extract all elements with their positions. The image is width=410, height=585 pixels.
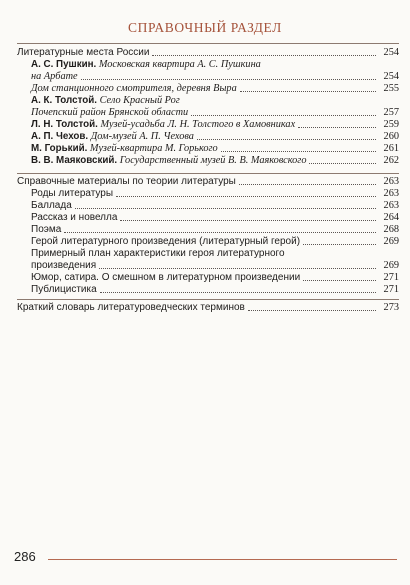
- toc-page-number: 257: [383, 107, 399, 118]
- toc-section-title: Литературные места России: [17, 47, 150, 58]
- toc-row[interactable]: [17, 83, 399, 94]
- toc-section-literary-places: [17, 43, 399, 173]
- toc-entry-text: Роды литературы: [31, 188, 114, 199]
- dot-leader: [197, 138, 376, 140]
- section-divider: [17, 43, 399, 44]
- table-of-contents: [17, 43, 399, 319]
- dot-leader: [191, 114, 376, 116]
- dot-leader: [221, 150, 376, 152]
- toc-place: Государственный музей В. В. Маяковского: [119, 155, 307, 166]
- toc-place: Московская квартира А. С. Пушкина: [98, 59, 261, 70]
- toc-author: Л. Н. Толстой.: [31, 119, 98, 130]
- dot-leader: [248, 309, 376, 311]
- toc-row[interactable]: [17, 272, 399, 283]
- toc-section-theory: [17, 173, 399, 299]
- toc-place: Музей-квартира М. Горького: [89, 143, 218, 154]
- toc-author: А. К. Толстой.: [31, 95, 97, 106]
- toc-page-number: 263: [383, 188, 399, 199]
- dot-leader: [120, 219, 376, 221]
- toc-section-title: Справочные материалы по теории литературы: [17, 176, 236, 187]
- page-number: 286: [14, 549, 36, 564]
- toc-row[interactable]: [17, 107, 399, 118]
- toc-place: Село Красный Рог: [99, 95, 180, 106]
- toc-page-number: 254: [383, 71, 399, 82]
- toc-place: Почепский район Брянской области: [31, 107, 189, 118]
- toc-page-number: 268: [383, 224, 399, 235]
- toc-page-number: 269: [383, 236, 399, 247]
- toc-entry-text: Примерный план характеристики героя литературного: [31, 248, 285, 259]
- toc-entry-text: Поэма: [31, 224, 62, 235]
- toc-place: Музей-усадьба Л. Н. Толстого в Хамовниках: [100, 119, 296, 130]
- toc-row[interactable]: [17, 95, 399, 106]
- toc-page-number: 261: [383, 143, 399, 154]
- dot-leader: [100, 291, 376, 293]
- toc-row[interactable]: [17, 302, 399, 313]
- toc-row[interactable]: [17, 119, 399, 130]
- toc-page-number: 262: [383, 155, 399, 166]
- page-heading: СПРАВОЧНЫЙ РАЗДЕЛ: [128, 20, 282, 35]
- toc-page-number: 259: [383, 119, 399, 130]
- dot-leader: [81, 78, 376, 80]
- toc-place: Дом станционного смотрителя, деревня Выра: [31, 83, 237, 94]
- toc-author: М. Горький.: [31, 143, 88, 154]
- toc-author: В. В. Маяковский.: [31, 155, 118, 166]
- dot-leader: [309, 162, 376, 164]
- toc-row[interactable]: [17, 200, 399, 211]
- toc-row[interactable]: [17, 47, 399, 58]
- toc-place: Дом-музей А. П. Чехова: [90, 131, 194, 142]
- dot-leader: [303, 279, 376, 281]
- toc-page-number: 263: [383, 176, 399, 187]
- dot-leader: [64, 231, 376, 233]
- toc-page-number: 269: [383, 260, 399, 271]
- section-divider: [17, 173, 399, 174]
- dot-leader: [99, 267, 376, 269]
- toc-entry-text: Баллада: [31, 200, 72, 211]
- toc-row[interactable]: [17, 224, 399, 235]
- dot-leader: [116, 195, 376, 197]
- toc-page-number: 254: [383, 47, 399, 58]
- toc-entry-text: Публицистика: [31, 284, 97, 295]
- toc-row[interactable]: [17, 188, 399, 199]
- toc-row[interactable]: [17, 212, 399, 223]
- toc-row[interactable]: [17, 131, 399, 142]
- toc-row[interactable]: [17, 284, 399, 295]
- toc-row[interactable]: [17, 248, 399, 259]
- section-divider: [17, 299, 399, 300]
- toc-place: на Арбате: [31, 71, 78, 82]
- dot-leader: [75, 207, 376, 209]
- dot-leader: [240, 90, 376, 92]
- toc-row[interactable]: [17, 236, 399, 247]
- footer-rule: [48, 559, 397, 560]
- toc-row[interactable]: [17, 260, 399, 271]
- toc-section-glossary: [17, 299, 399, 319]
- dot-leader: [152, 54, 376, 56]
- dot-leader: [303, 243, 376, 245]
- toc-page-number: 273: [383, 302, 399, 313]
- toc-entry-text: Рассказ и новелла: [31, 212, 118, 223]
- toc-author: А. С. Пушкин.: [31, 59, 97, 70]
- dot-leader: [239, 183, 376, 185]
- toc-row[interactable]: [17, 59, 399, 70]
- toc-row[interactable]: [17, 71, 399, 82]
- toc-row[interactable]: [17, 155, 399, 166]
- toc-page-number: 260: [383, 131, 399, 142]
- toc-row[interactable]: [17, 176, 399, 187]
- toc-row[interactable]: [17, 143, 399, 154]
- toc-page-number: 255: [383, 83, 399, 94]
- toc-entry-text: Юмор, сатира. О смешном в литературном произведении: [31, 272, 301, 283]
- toc-page-number: 263: [383, 200, 399, 211]
- toc-entry-text: произведения: [31, 260, 97, 271]
- toc-page-number: 271: [383, 284, 399, 295]
- toc-section-title: Краткий словарь литературоведческих терминов: [17, 302, 245, 313]
- toc-entry-text: Герой литературного произведения (литературный герой): [31, 236, 301, 247]
- toc-author: А. П. Чехов.: [31, 131, 89, 142]
- toc-page-number: 271: [383, 272, 399, 283]
- toc-page-number: 264: [383, 212, 399, 223]
- dot-leader: [298, 126, 376, 128]
